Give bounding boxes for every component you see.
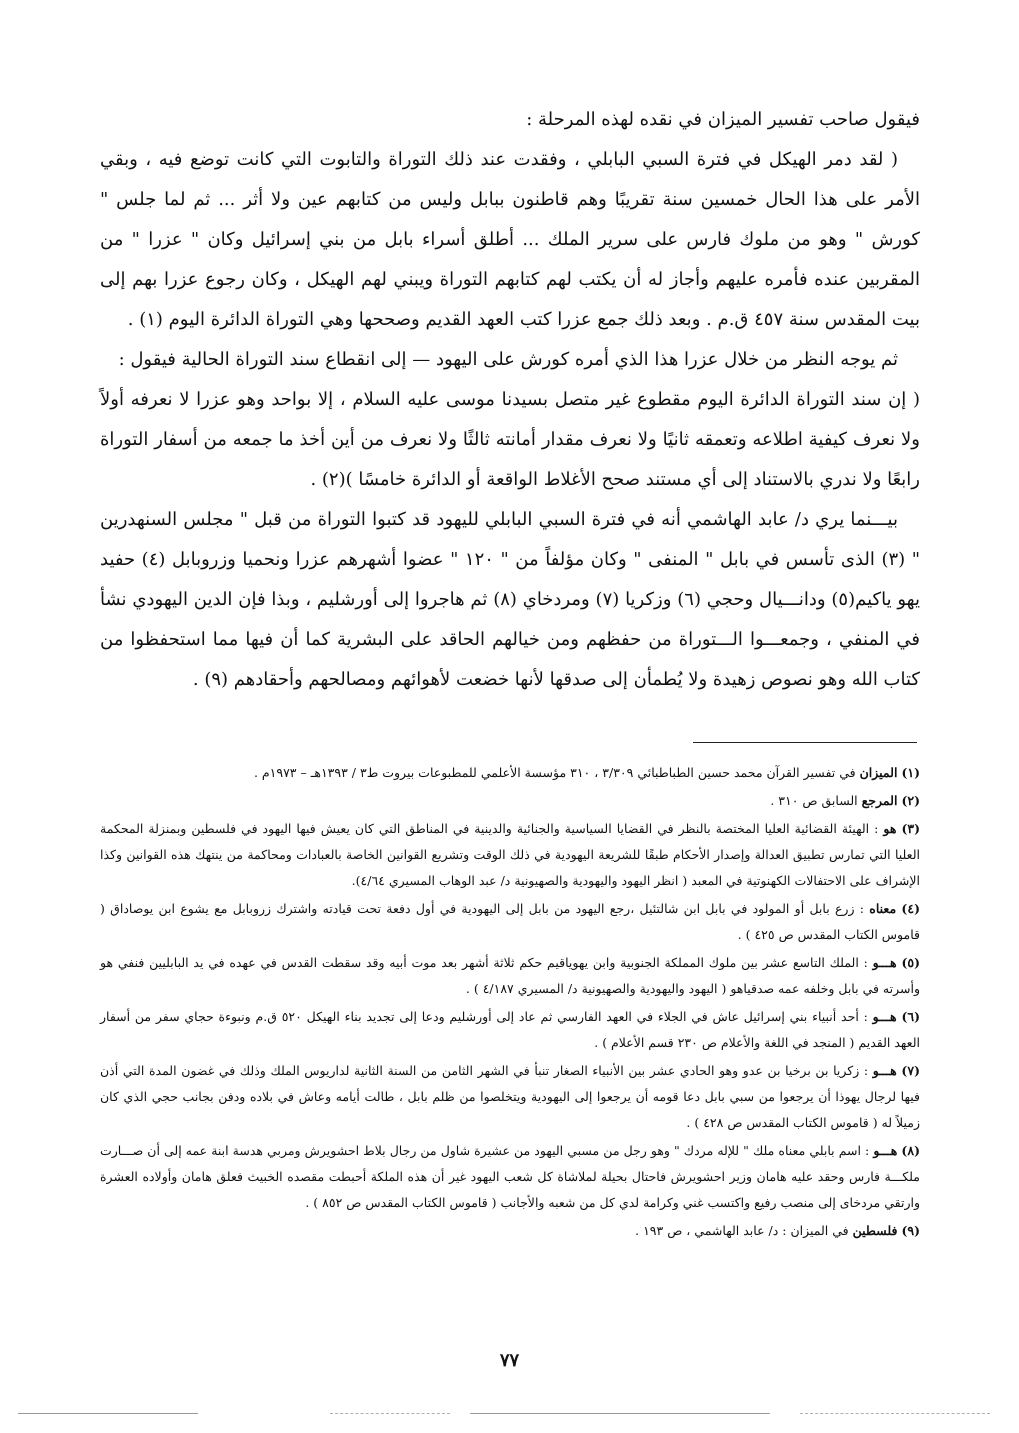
footnote-text: : الهيئة القضائية العليا المختصة بالنظر في القضايا السياسية والجنائية والدينية في المناطق التي كان يعيش فيها اليهود في فلسطين وبمنزلة المحكمة العليا التي تمارس تطبيق العدالة وإصدار الأحكام طبقًا للشريعة اليهودية في ذلك الوقت وتشريع القوانين الخاصة بالعبادات ومحاكمة من ينتهك هذه القوانين وكذا الإشراف على الاحتفالات الكهنوتية في المعبد ( انظر اليهود واليهودية والصهيونية د/ عبد الوهاب المسيري ٤/٦٤). xyxy=(100,821,920,888)
page-number: ٧٧ xyxy=(499,1350,520,1371)
body-paragraph: بيـــنما يري د/ عابد الهاشمي أنه في فترة السبي البابلي لليهود قد كتبوا التوراة من قبل " مجلس السنهدرين " (٣) الذى تأسس في بابل " المنفى " وكان مؤلفاً من " ١٢٠ " عضوا أشهرهم عزرا ونحميا وزروبابل (٤) حفيد يهو ياكيم(٥) ودانـــيال وحجي (٦) وزكريا (٧) ومردخاي (٨) ثم هاجروا إلى أورشليم ، وبذا فإن الدين اليهودي نشأ في المنفي ، وجمعـــوا الـــتوراة من حفظهم ومن خيالهم الحاقد على البشرية كما أن فيها مما استحفظوا من كتاب الله وهو نصوص زهيدة ولا يُطمأن إلى صدقها لأنها خضعت لأهوائهم ومصالحهم وأحقادهم (٩) . xyxy=(100,509,921,690)
footnote-number: (٢) xyxy=(901,793,920,808)
footnote-number: (٤) xyxy=(901,901,920,916)
footnote-number: (٣) xyxy=(901,821,920,836)
footnote-text: : زرع بابل أو المولود في بابل ابن شالتئيل ،رجع اليهود من بابل إلى اليهودية في أول دفعة تحت قيادته واشترك زروبابل مع يشوع ابن يوصاداق ( قاموس الكتاب المقدس ص ٤٢٥ ) . xyxy=(100,901,920,942)
scan-artifact-line xyxy=(470,1413,770,1414)
footnote-separator xyxy=(693,742,917,743)
main-text xyxy=(100,100,920,700)
footnote-text: : الملك التاسع عشر بين ملوك المملكة الجنوبية وابن يهوياقيم حكم ثلاثة أشهر بعد موت أبيه وقد سقطت القدس في عهده في يد البابليين فنفي هو وأسرته في بابل وخلفه عمه صدقياهو ( اليهود واليهودية والصهيونية د/ المسيري ٤/١٨٧ ) . xyxy=(100,955,920,996)
footnote-heading: فلسطين xyxy=(852,1223,898,1238)
footnote-heading: معناه xyxy=(869,901,897,916)
footnote xyxy=(100,950,920,1002)
footnote-heading: هـــو xyxy=(872,1063,897,1078)
footnote-number: (٨) xyxy=(901,1143,920,1158)
footnote xyxy=(100,1004,920,1056)
footnotes xyxy=(100,760,920,1246)
footnote-heading: هـــو xyxy=(872,955,897,970)
scan-artifact-line xyxy=(800,1413,990,1414)
scan-artifact-line xyxy=(18,1413,198,1414)
footnote-number: (٦) xyxy=(901,1009,920,1024)
footnote-text: السابق ص ٣١٠ . xyxy=(770,793,858,808)
footnote-heading: هـــو xyxy=(872,1009,897,1024)
footnote-text: : أحد أنبياء بني إسرائيل عاش في الجلاء في العهد الفارسي ثم عاد إلى أورشليم ودعا إلى تجديد بناء الهيكل ٥٢٠ ق.م ونبوءة حجاي سفر من أسفار العهد القديم ( المنجد في اللغة والأعلام ص ٢٣٠ قسم الأعلام ) . xyxy=(100,1009,920,1050)
footnote-number: (٧) xyxy=(901,1063,920,1078)
footnote xyxy=(100,788,920,814)
scan-artifact-line xyxy=(330,1413,450,1414)
footnote-number: (٩) xyxy=(901,1223,920,1238)
footnote xyxy=(100,1058,920,1136)
footnote-text: : زكريا بن برخيا بن عدو وهو الحادي عشر بين الأنبياء الصغار تنبأ في الشهر الثامن من السنة الثانية لداريوس الملك وذلك في غضون المدة التي أذن فيها لرجال يهوذا أن يرجعوا من سبي بابل دعا قومه أن يرجعوا إلى اليهودية ويتخلصوا من ظلم بابل ، طالت أيامه وعاش في بلاده ودفن بجانب حجي الذي كان زميلاً له ( قاموس الكتاب المقدس ص ٤٢٨ ) . xyxy=(100,1063,920,1130)
footnote-text: : اسم بابلي معناه ملك " للإله مردك " وهو رجل من مسبي اليهود من عشيرة شاول من رجال بلاط احشويرش ومربي هدسة ابنة عمه إلى أن صـــارت ملكـــة فارس وحقد عليه هامان وزير احشويرش فاحتال بحيلة لملاشاة كل شعب اليهود غير أن هذه الملكة أحبطت مقصده الخبيث فعلق هامان وأولاده العشرة وارتقي مردخاى إلى منصب رفيع واكتسب غني وكرامة لدي كل من شعبه والأجانب ( قاموس الكتاب المقدس ص ٨٥٢ ) . xyxy=(100,1143,920,1210)
footnote xyxy=(100,816,920,894)
footnote xyxy=(100,1138,920,1216)
footnote-heading: المرجع xyxy=(861,793,898,808)
footnote-heading: الميزان xyxy=(859,765,898,780)
footnote xyxy=(100,896,920,948)
footnote-number: (١) xyxy=(901,765,920,780)
quote-paragraph: ( لقد دمر الهيكل في فترة السبي البابلي ، وفقدت عند ذلك التوراة والتابوت التي كانت توضع فيه ، وبقي الأمر على هذا الحال خمسين سنة تقريبًا وهم قاطنون ببابل وليس من كتابهم عين ولا أثر ... ثم لما جلس " كورش " وهو من ملوك فارس على سرير الملك ... أطلق أسراء بابل من بني إسرائيل وكان " عزرا " من المقربين عنده فأمره عليهم وأجاز له أن يكتب لهم كتابهم التوراة ويبني لهم الهيكل ، وكان رجوع عزرا بهم إلى بيت المقدس سنة ٤٥٧ ق.م . وبعد ذلك جمع عزرا كتب العهد القديم وصححها وهي التوراة الدائرة اليوم (١) . xyxy=(100,149,920,330)
footnote xyxy=(100,760,920,786)
footnote-text: في الميزان : د/ عابد الهاشمي ، ص ١٩٣ . xyxy=(635,1223,849,1238)
footnote xyxy=(100,1218,920,1244)
intro-paragraph: فيقول صاحب تفسير الميزان في نقده لهذه المرحلة : xyxy=(526,109,920,130)
transition-paragraph: ثم يوجه النظر من خلال عزرا هذا الذي أمره كورش على اليهود — إلى انقطاع سند التوراة الحالية فيقول : xyxy=(118,349,898,370)
quote-paragraph: ( إن سند التوراة الدائرة اليوم مقطوع غير متصل بسيدنا موسى عليه السلام ، إلا بواحد وهو عزرا لا نعرفه أولاً ولا نعرف كيفية اطلاعه وتعمقه ثانيًا ولا نعرف مقدار أمانته ثالثًا ولا نعرف من أين أخذ ما جمعه من أسفار التوراة رابعًا ولا ندري بالاستناد إلى أي مستند صحح الأغلاط الواقعة أو الدائرة خامسًا )(٢) . xyxy=(100,389,920,490)
footnote-heading: هو xyxy=(883,821,897,836)
footnote-heading: هـــو xyxy=(873,1143,898,1158)
footnote-text: في تفسير القرآن محمد حسين الطباطبائي ٣/٣٠٩ ، ٣١٠ مؤسسة الأعلمي للمطبوعات بيروت ط٣ / ١٣٩٣هـ – ١٩٧٣م . xyxy=(253,765,856,780)
footnote-number: (٥) xyxy=(901,955,920,970)
